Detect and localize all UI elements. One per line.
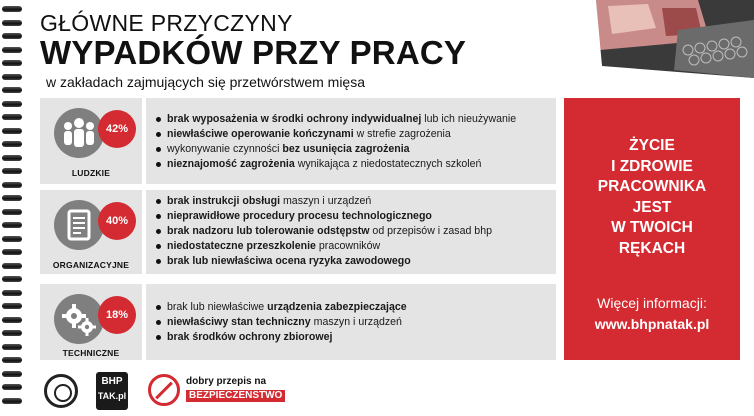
cause-text: brak lub niewłaściwe [167, 301, 268, 313]
cause-item [156, 142, 516, 157]
cause-text: brak instrukcji obsługi [167, 195, 281, 207]
category-human [40, 98, 556, 184]
category-icon-box [40, 190, 142, 274]
title-line-2: WYPADKÓW PRZY PRACY [40, 34, 467, 71]
cause-item [156, 112, 516, 127]
cause-item [156, 157, 516, 172]
footer-logos [38, 372, 338, 412]
category-organizational [40, 190, 556, 274]
cause-text: w strefie zagrożenia [353, 128, 451, 140]
spiral-ring [2, 330, 22, 336]
spiral-ring [2, 317, 22, 323]
cause-text: wykonywanie czynności [167, 143, 283, 155]
meat-processing-photo [578, 0, 754, 78]
header [40, 10, 560, 91]
spiral-ring [2, 344, 22, 350]
inspection-seal-icon [44, 374, 78, 408]
spiral-ring [2, 6, 22, 12]
hand-safety-icon [148, 374, 180, 406]
cause-text: lub ich nieużywanie [421, 113, 517, 125]
document-icon [54, 200, 104, 250]
cause-text: brak środków ochrony zbiorowej [167, 331, 333, 343]
slogan-line: RĘKACH [618, 239, 686, 257]
slogan-line: W TWOICH [611, 219, 693, 236]
spiral-ring [2, 398, 22, 404]
cause-item [156, 127, 516, 142]
spiral-ring [2, 222, 22, 228]
cause-text: niewłaściwy stan techniczny [167, 316, 311, 328]
cause-text: nieznajomość zagrożenia [167, 158, 295, 170]
spiral-ring [2, 182, 22, 188]
title-line-1: GŁÓWNE PRZYCZYNY [40, 10, 293, 36]
spiral-ring [2, 236, 22, 242]
cause-list [156, 300, 407, 345]
website-link[interactable]: www.bhpnatak.pl [594, 316, 710, 332]
gears-icon [54, 294, 104, 344]
spiral-ring [2, 155, 22, 161]
cause-list [156, 112, 516, 172]
spiral-ring [2, 114, 22, 120]
spiral-ring [2, 290, 22, 296]
category-technical [40, 284, 556, 360]
spiral-ring [2, 101, 22, 107]
cause-text: bez usunięcia zagrożenia [282, 143, 410, 155]
cause-text: pracowników [315, 240, 381, 252]
spiral-ring [2, 249, 22, 255]
cause-item [156, 315, 407, 330]
campaign-line-1: dobry przepis na [186, 376, 267, 387]
cause-item [156, 194, 492, 209]
bhp-tak-logo [96, 372, 128, 410]
spiral-ring [2, 357, 22, 363]
cause-text: maszyn i urządzeń [310, 316, 402, 328]
slogan-line: JEST [632, 198, 672, 216]
spiral-ring [2, 384, 22, 390]
cause-item [156, 330, 407, 345]
cause-text: niedostateczne przeszkolenie [167, 240, 316, 252]
slogan-line: I ZDROWIE [611, 157, 693, 175]
spiral-ring [2, 87, 22, 93]
spiral-ring [2, 60, 22, 66]
spiral-ring [2, 195, 22, 201]
category-label: TECHNICZNE [62, 348, 120, 358]
cause-item [156, 254, 492, 269]
cause-text: wynikająca z niedostatecznych szkoleń [294, 158, 482, 170]
spiral-ring [2, 141, 22, 147]
slogan-line: PRACOWNIKA [597, 178, 707, 195]
cause-text: niewłaściwe operowanie kończynami [167, 128, 354, 140]
category-icon-box [40, 98, 142, 184]
bhp-logo-bottom: TAK.pl [97, 391, 127, 401]
percent-badge: 40% [98, 202, 136, 240]
percent-badge: 18% [98, 296, 136, 334]
spiral-ring [2, 128, 22, 134]
category-label: LUDZKIE [71, 168, 111, 178]
people-icon [54, 108, 104, 158]
cause-text: od przepisów i zasad bhp [369, 225, 492, 237]
spiral-ring [2, 33, 22, 39]
cause-text: nieprawidłowe procedury procesu technologicznego [167, 210, 432, 222]
category-label: ORGANIZACYJNE [52, 260, 130, 270]
cause-text: brak wyposażenia w środki ochrony indywidualnej [167, 113, 422, 125]
cause-text: brak nadzoru lub tolerowanie odstępstw [167, 225, 370, 237]
percent-badge: 42% [98, 110, 136, 148]
bhp-logo-top: BHP [101, 376, 123, 387]
cause-item [156, 239, 492, 254]
spiral-ring [2, 371, 22, 377]
cause-text: brak lub niewłaściwa ocena ryzyka zawodowego [167, 255, 411, 267]
spiral-ring [2, 303, 22, 309]
cause-text: maszyn i urządzeń [280, 195, 372, 207]
spiral-ring [2, 209, 22, 215]
slogan-panel [564, 98, 740, 360]
spiral-binding [0, 0, 24, 416]
spiral-ring [2, 20, 22, 26]
cause-list [156, 194, 492, 269]
spiral-ring [2, 47, 22, 53]
spiral-ring [2, 263, 22, 269]
cause-item [156, 224, 492, 239]
category-icon-box [40, 284, 142, 360]
cause-item [156, 209, 492, 224]
subtitle: w zakładach zajmujących się przetwórstwem mięsa [46, 74, 365, 90]
cause-item [156, 300, 407, 315]
more-info-label: Więcej informacji: [597, 295, 707, 311]
slogan-line: ŻYCIE [629, 137, 675, 154]
campaign-line-2: BEZPIECZEŃSTWO [186, 390, 285, 402]
campaign-logo [186, 376, 285, 402]
spiral-ring [2, 168, 22, 174]
spiral-ring [2, 276, 22, 282]
cause-text: urządzenia zabezpieczające [267, 301, 407, 313]
slogan [564, 136, 740, 259]
spiral-ring [2, 74, 22, 80]
